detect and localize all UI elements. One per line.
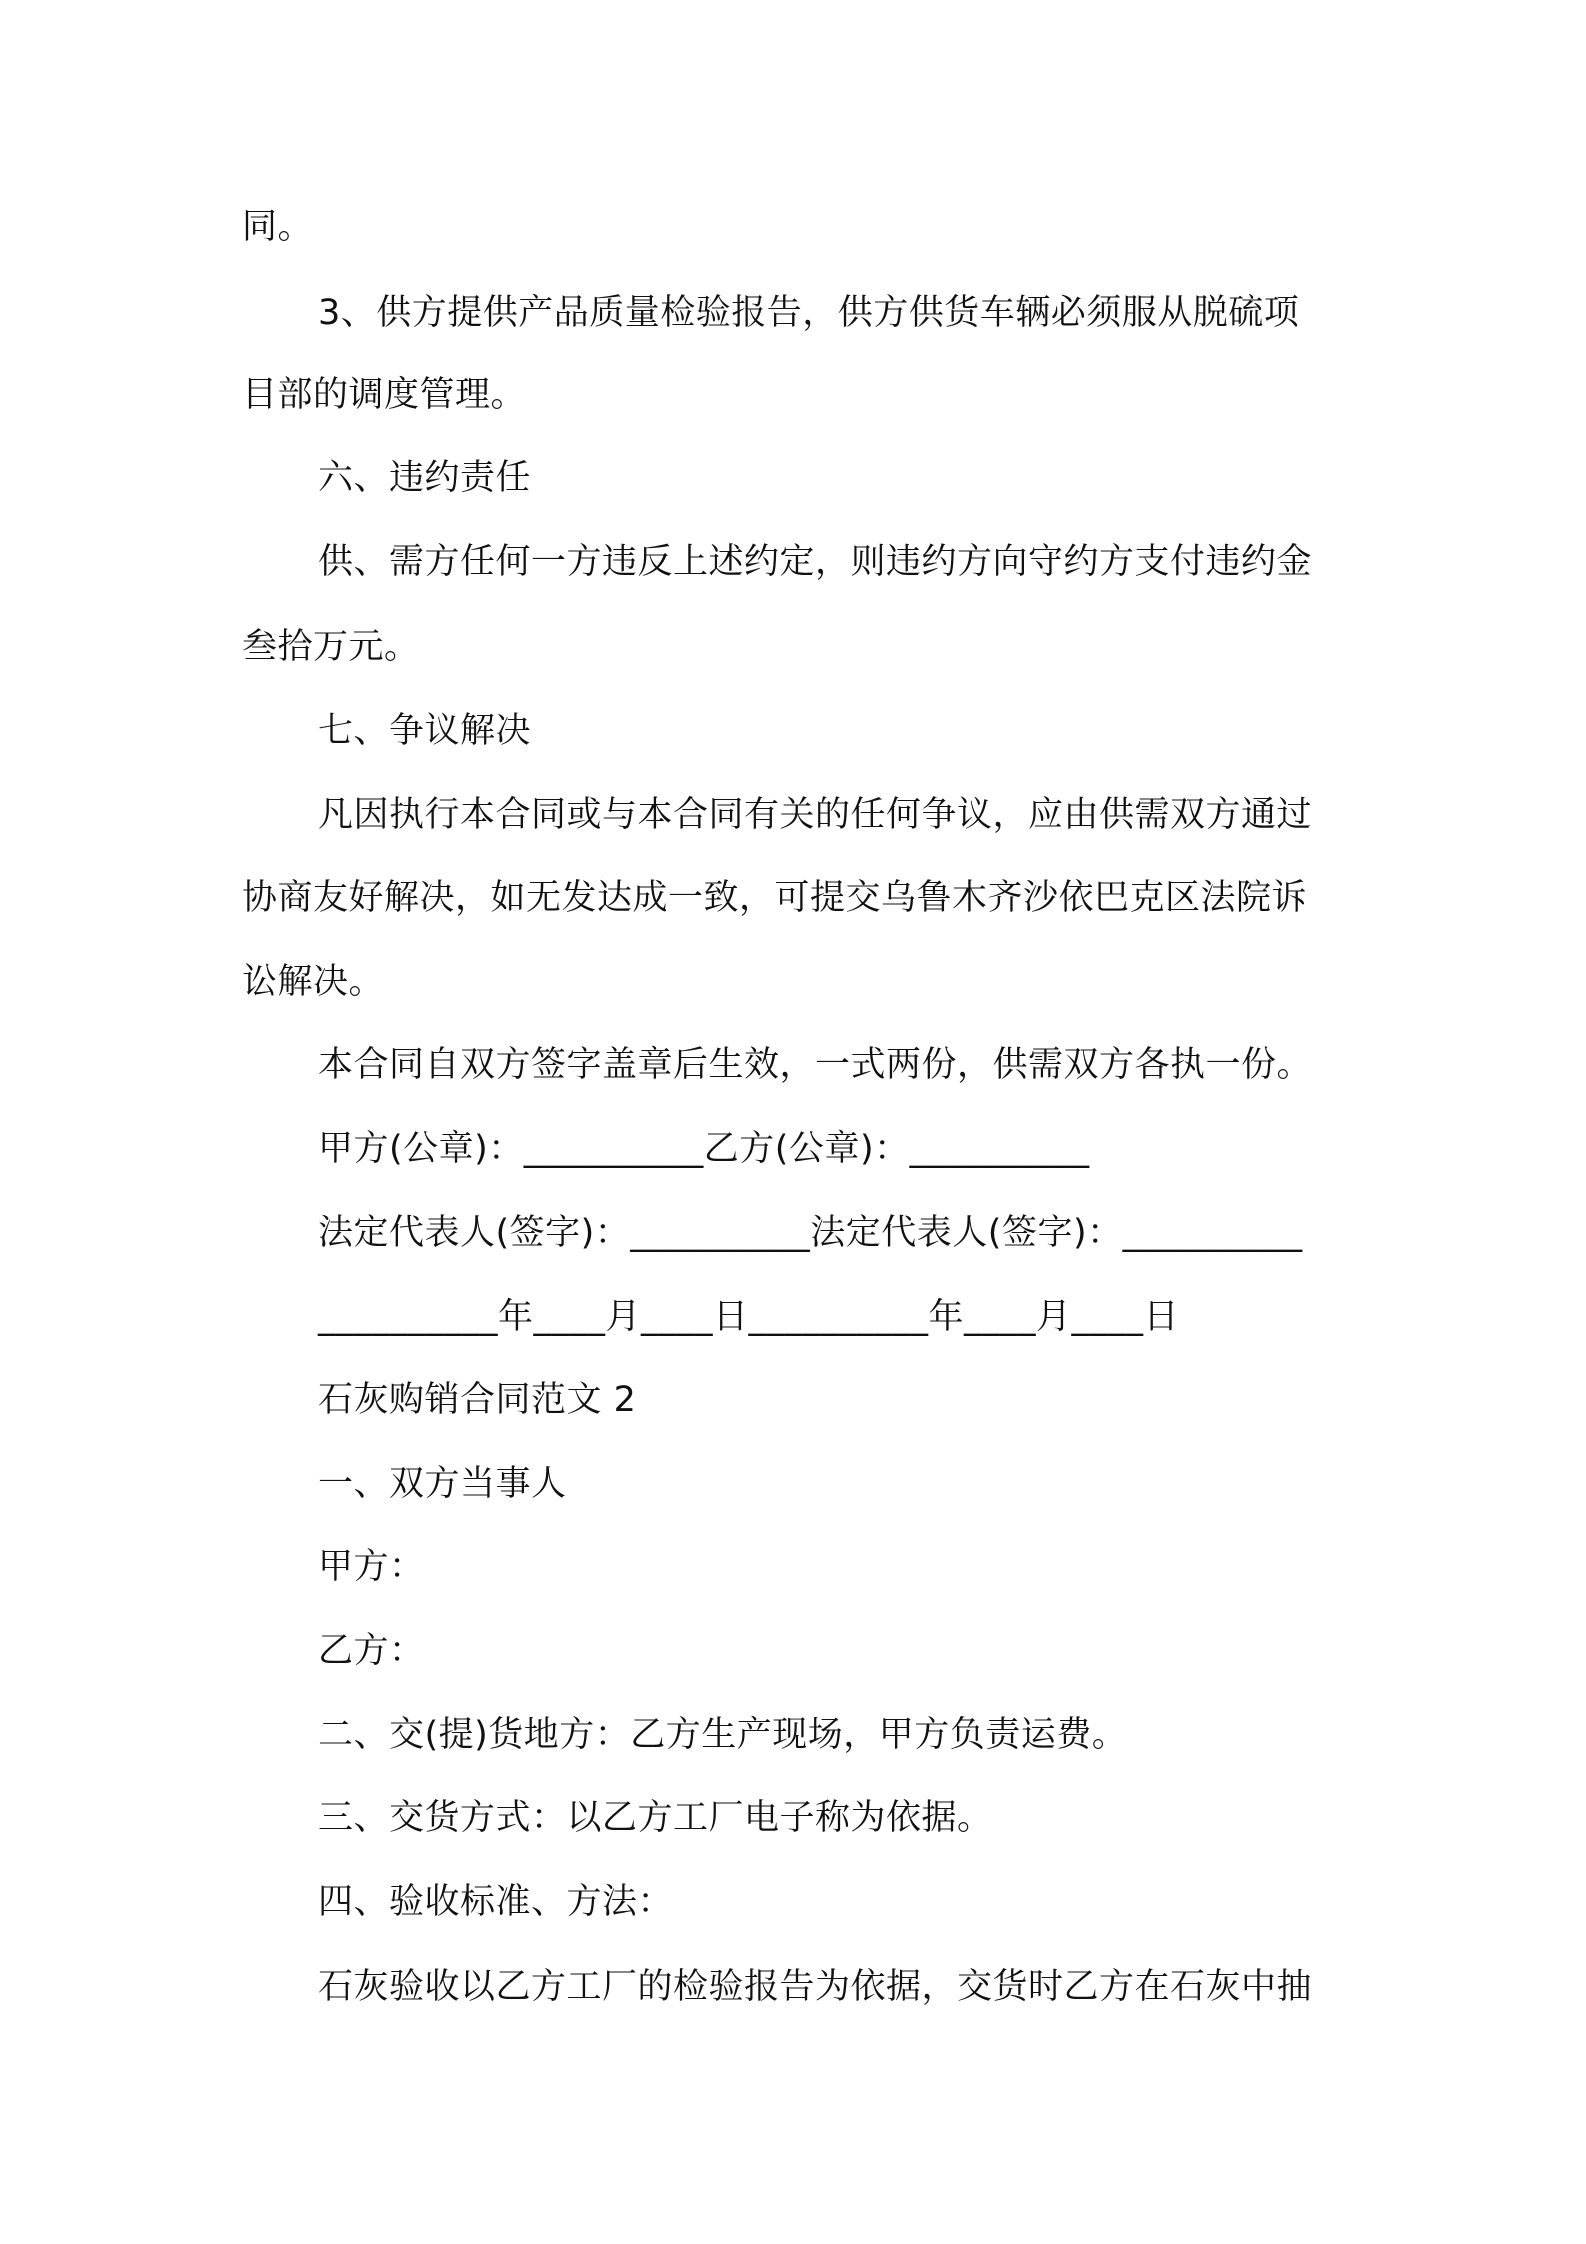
paragraph-line: 本合同自双方签字盖章后生效，一式两份，供需双方各执一份。 <box>318 1045 1313 1085</box>
paragraph-line: 讼解决。 <box>242 962 385 1002</box>
signature-line: 甲方(公章)：__________乙方(公章)：__________ <box>318 1129 1090 1169</box>
document-title: 石灰购销合同范文 2 <box>318 1380 637 1420</box>
paragraph-line: 石灰验收以乙方工厂的检验报告为依据，交货时乙方在石灰中抽 <box>318 1967 1313 2007</box>
section-heading: 四、验收标准、方法： <box>318 1882 674 1922</box>
signature-line: 法定代表人(签字)：__________法定代表人(签字)：__________ <box>318 1213 1303 1253</box>
paragraph-line: 同。 <box>242 207 314 247</box>
section-heading: 一、双方当事人 <box>318 1464 567 1504</box>
section-heading: 七、争议解决 <box>318 711 532 751</box>
paragraph-line: 3、供方提供产品质量检验报告，供方供货车辆必须服从脱硫项 <box>318 293 1300 333</box>
paragraph-line: 凡因执行本合同或与本合同有关的任何争议，应由供需双方通过 <box>318 795 1313 835</box>
section-heading: 二、交(提)货地方：乙方生产现场，甲方负责运费。 <box>318 1715 1128 1755</box>
paragraph-line: 叁拾万元。 <box>242 627 420 667</box>
paragraph-line: 协商友好解决，如无发达成一致，可提交乌鲁木齐沙依巴克区法院诉 <box>242 878 1308 918</box>
section-heading: 六、违约责任 <box>318 458 532 498</box>
paragraph-line: 供、需方任何一方违反上述约定，则违约方向守约方支付违约金 <box>318 542 1313 582</box>
paragraph-line: 目部的调度管理。 <box>242 375 527 415</box>
party-line: 甲方： <box>318 1547 425 1587</box>
party-line: 乙方： <box>318 1631 425 1671</box>
section-heading: 三、交货方式：以乙方工厂电子称为依据。 <box>318 1798 993 1838</box>
date-line: __________年____月____日__________年____月____日 <box>318 1297 1180 1337</box>
